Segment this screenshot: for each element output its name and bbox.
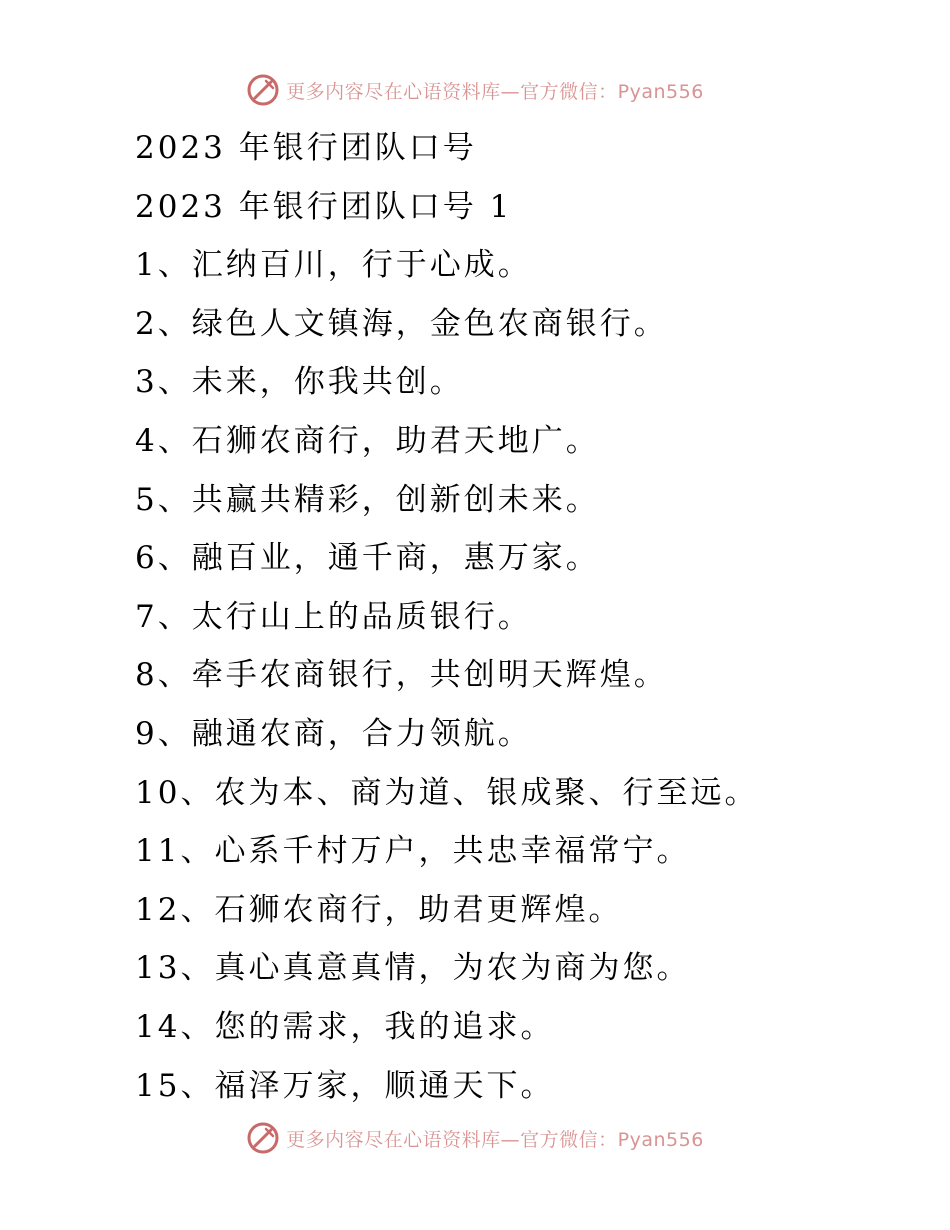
doc-subtitle: 2023 年银行团队口号 1 [135,188,513,225]
slogan-line: 9、融通农商，合力领航。 [135,715,532,752]
pen-logo-icon [246,1121,280,1155]
slogan-line: 11、心系千村万户，共忠幸福常宁。 [135,833,691,870]
document-body [135,119,935,1115]
watermark-text: 更多内容尽在心语资料库—官方微信：Pyan556 [286,1128,704,1151]
footer-watermark-banner [0,1118,950,1158]
pen-logo-icon [246,73,280,107]
slogan-line: 15、福泽万家，顺通天下。 [135,1067,555,1104]
slogan-line: 4、石狮农商行，助君天地广。 [135,422,600,459]
slogan-line: 3、未来，你我共创。 [135,364,464,401]
slogan-line: 7、太行山上的品质银行。 [135,598,532,635]
slogan-line: 8、牵手农商银行，共创明天辉煌。 [135,657,668,694]
slogan-line: 10、农为本、商为道、银成聚、行至远。 [135,774,759,811]
slogan-line: 6、融百业，通千商，惠万家。 [135,540,600,577]
slogan-line: 1、汇纳百川，行于心成。 [135,247,532,284]
header-watermark-banner [0,70,950,110]
slogan-line: 13、真心真意真情，为农为商为您。 [135,950,691,987]
doc-title: 2023 年银行团队口号 [135,130,477,166]
slogan-line: 5、共赢共精彩，创新创未来。 [135,481,600,518]
slogan-line: 12、石狮农商行，助君更辉煌。 [135,891,623,928]
watermark-text: 更多内容尽在心语资料库—官方微信：Pyan556 [286,80,704,103]
slogan-line: 14、您的需求，我的追求。 [135,1008,555,1045]
slogan-line: 2、绿色人文镇海，金色农商银行。 [135,305,668,342]
